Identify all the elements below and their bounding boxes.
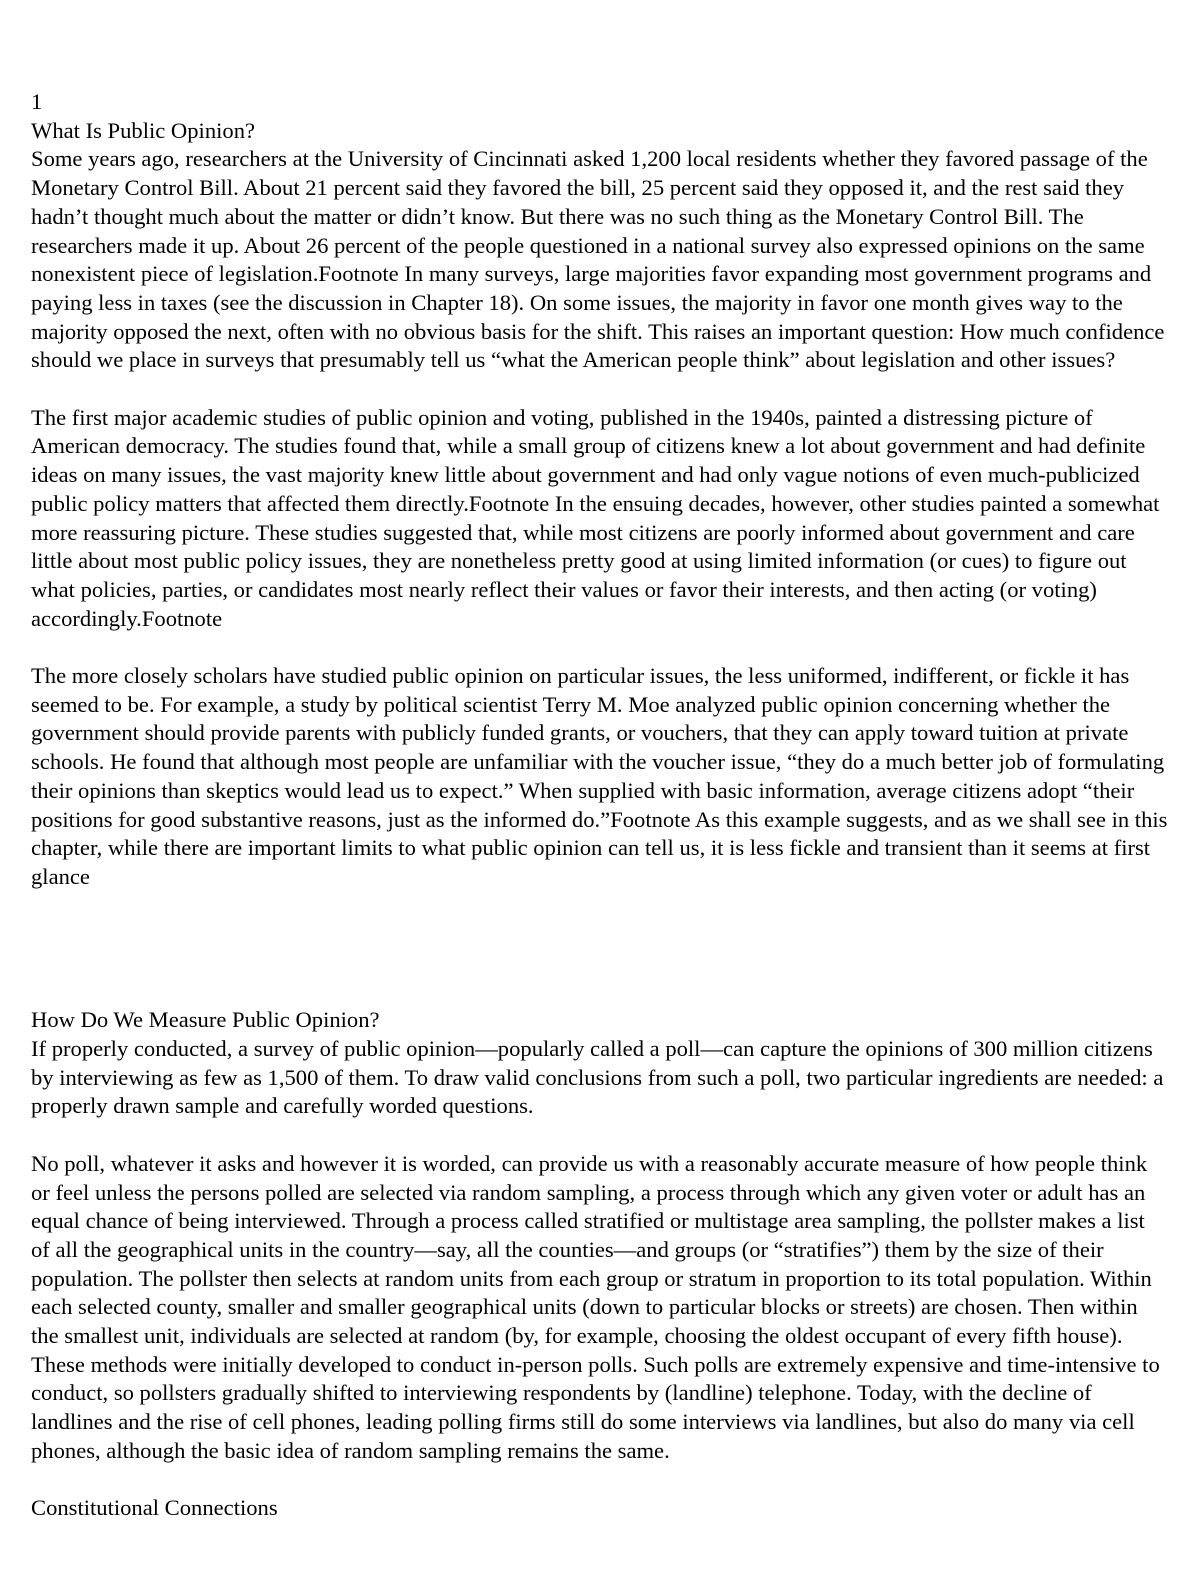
section-heading-measure: How Do We Measure Public Opinion? — [31, 1007, 380, 1033]
chapter-number: 1 — [31, 89, 43, 114]
paragraph-intro-3: The more closely scholars have studied public opinion on particular issues, the less uniformed, indifferent, or fickle it has seemed to be. For example, a study by political scientist Terry M. Moe analyzed public opinion concerning whether the government should provide parents with publicly funded grants, or vouchers, that they can apply toward tuition at private schools. He found that although most people are unfamiliar with the voucher issue, “they do a much better job of formulating their opinions than skeptics would lead us to expect.” When supplied with basic information, average citizens adopt “their positions for good substantive reasons, just as the informed do.”Footnote As this example suggests, and as we shall see in this chapter, while there are important limits to what public opinion can tell us, it is less fickle and transient than it seems at first glance — [31, 663, 1168, 889]
paragraph-intro-2: The first major academic studies of public opinion and voting, published in the 1940s, painted a distressing picture of American democracy. The studies found that, while a small group of citizens knew a lot about government and had definite ideas on many issues, the vast majority knew little about government and had only vague notions of even much-publicized public policy matters that affected them directly.Footnote In the ensuing decades, however, other studies painted a somewhat more reassuring picture. These studies suggested that, while most citizens are poorly informed about government and care little about most public policy issues, they are nonetheless pretty good at using limited information (or cues) to figure out what policies, parties, or candidates most nearly reflect their values or favor their interests, and then acting (or voting) accordingly.Footnote — [31, 404, 1160, 631]
paragraph-measure-2: No poll, whatever it asks and however it is worded, can provide us with a reasonably accurate measure of how people think or feel unless the persons polled are selected via random sampling, a process through which any given voter or adult has an equal chance of being interviewed. Through a process called stratified or multistage area sampling, the pollster makes a list of all the geographical units in the country—say, all the counties—and groups (or “stratifies”) them by the size of their population. The pollster then selects at random units from each group or stratum in proportion to its total population. Within each selected county, smaller and smaller geographical units (down to particular blocks or streets) are chosen. Then within the smallest unit, individuals are selected at random (by, for example, choosing the oldest occupant of every fifth house). These methods were initially developed to conduct in-person polls. Such polls are extremely expensive and time-intensive to conduct, so pollsters gradually shifted to interviewing respondents by (landline) telephone. Today, with the decline of landlines and the rise of cell phones, leading polling firms still do some interviews via landlines, but also do many via cell phones, although the basic idea of random sampling remains the same. — [31, 1150, 1160, 1463]
document-page — [31, 88, 1169, 1523]
paragraph-measure-1: If properly conducted, a survey of public opinion—popularly called a poll—can capture the opinions of 300 million citizens by interviewing as few as 1,500 of them. To draw valid conclusions from such a poll, two particular ingredients are needed: a properly drawn sample and carefully worded questions. — [31, 1036, 1164, 1119]
section-heading-constitutional: Constitutional Connections — [31, 1495, 278, 1521]
section-spacer — [31, 920, 1169, 1006]
chapter-title: What Is Public Opinion? — [31, 117, 256, 143]
paragraph-intro-1: Some years ago, researchers at the University of Cincinnati asked 1,200 local residents whether they favored passage of the Monetary Control Bill. About 21 percent said they favored the bill, 25 percent said they opposed it, and the rest said they hadn’t thought much about the matter or didn’t know. But there was no such thing as the Monetary Control Bill. The researchers made it up. About 26 percent of the people questioned in a national survey also expressed opinions on the same nonexistent piece of legislation.Footnote In many surveys, large majorities favor expanding most government programs and paying less in taxes (see the discussion in Chapter 18). On some issues, the majority in favor one month gives way to the majority opposed the next, often with no obvious basis for the shift. This raises an important question: How much confidence should we place in surveys that presumably tell us “what the American people think” about legislation and other issues? — [31, 146, 1165, 373]
